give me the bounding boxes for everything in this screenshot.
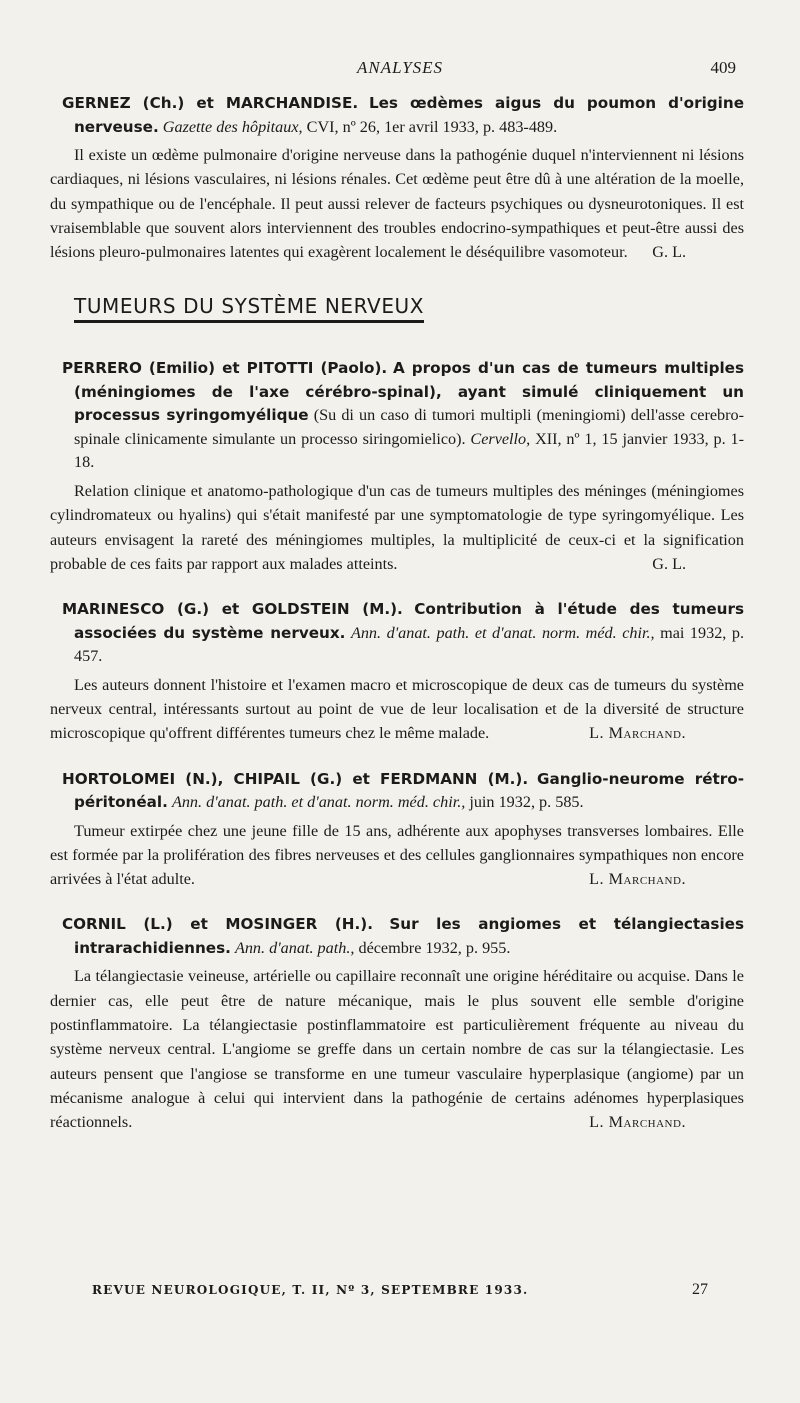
citation [50,92,744,139]
citation-details: juin 1932, p. 585. [469,793,584,812]
abstract-text [50,964,744,1134]
abstract-body: Les auteurs donnent l'histoire et l'examen macro et microscopique de deux cas de tumeurs du système nerveux central, intéressants surtout au point de vue de leur localisation et de la diversité de structure microscopique qu'offrent différentes tumeurs chez le même malade. [50,675,744,743]
page-header [0,58,800,82]
journal-name: Ann. d'anat. path. et d'anat. norm. méd. chir., [171,793,466,812]
signature: G. L. [652,243,686,262]
citation-details: décembre 1932, p. 955. [358,938,511,957]
signature: L. Marchand. [589,724,686,743]
abstract-entry [50,598,744,745]
authors: MARINESCO (G.) et GOLDSTEIN (M.). [62,600,403,619]
abstract-entry [50,913,744,1134]
signature: G. L. [652,554,686,573]
abstract-entry [50,92,744,264]
citation-details: CVI, nº 26, 1er avril 1933, p. 483-489. [306,117,558,136]
citation [50,768,744,815]
authors: HORTOLOMEI (N.), CHIPAIL (G.) et FERDMANN (M.). [62,769,529,788]
authors: PERRERO (Emilio) et PITOTTI (Paolo). [62,359,388,378]
abstract-body: La télangiectasie veineuse, artérielle ou capillaire reconnaît une origine héréditaire ou acquise. Dans le dernier cas, elle peut être de nature mécanique, mais le plus souvent elle semble d'origine postinflammatoire. La télangiectasie postinflammatoire est particulièrement fréquente au niveau du système nerveux central. L'angiome se greffe dans un certain nombre de cas sur la télangiectasie. Les auteurs pensent que l'angiose se transforme en une tumeur vasculaire hyperplasique (angiome) par un mécanisme analogue à celui qui intervient dans la pathogénie de certains adénomes hyperplasiques réactionnels. [50,967,744,1132]
article-title: Contribution à l'étude des tumeurs associées du système nerveux. [74,600,745,642]
footer-journal-info: REVUE NEUROLOGIQUE, T. II, Nº 3, SEPTEMBRE 1933. [92,1283,529,1297]
abstract-body: Il existe un œdème pulmonaire d'origine nerveuse dans la pathogénie duquel n'interviennent ni lésions cardiaques, ni lésions vasculaires, ni lésions rénales. Cet œdème peut être dû à une altération de la moelle, du sympathique ou de l'encéphale. Il peut aussi relever de facteurs psychiques ou dysneurotoniques. Il est vraisemblable que souvent alors interviennent des troubles endocrino-sympathiques et peut-être aussi des lésions pleuro-pulmonaires latentes qui exagèrent localement le déséquilibre vasomoteur. [50,146,744,262]
abstract-text [50,143,744,264]
page-footer [92,1283,708,1305]
page-content [50,92,744,1157]
citation-details: XII, nº 1, 15 janvier 1933, p. 1-18. [74,429,745,472]
journal-name: Ann. d'anat. path. et d'anat. norm. méd. chir., [350,623,655,642]
running-title: ANALYSES [356,58,444,77]
authors: GERNEZ (Ch.) et MARCHANDISE. [62,94,359,112]
abstract-body: Relation clinique et anatomo-pathologique d'un cas de tumeurs multiples des méninges (méningiomes cylindromateux ou hyalins) qui s'était manifesté par une symptomatologie de type syringomyélique. Les auteurs envisagent la rareté des méningiomes multiples, la multiplicité de ceux-ci et la signification probable de ces faits par rapport aux malades atteints. [50,481,744,573]
signature: L. Marchand. [589,870,686,889]
journal-name: Ann. d'anat. path., [234,938,355,957]
article-title: Sur les angiomes et télangiectasies intrarachidiennes. [74,915,744,957]
citation [50,357,744,475]
abstract-body: Tumeur extirpée chez une jeune fille de 15 ans, adhérente aux apophyses transverses lombaires. Elle est formée par la prolifération des fibres nerveuses et des cellules ganglionnaires sympathiques non encore arrivées à l'état adulte. [50,821,744,889]
journal-name: Cervello, [470,429,531,448]
page-number: 409 [710,58,736,77]
journal-name: Gazette des hôpitaux, [162,117,303,136]
citation [50,598,744,669]
section-title: TUMEURS DU SYSTÈME NERVEUX [74,294,424,323]
abstract-entry [50,357,744,576]
abstract-text [50,479,744,576]
abstract-text [50,819,744,892]
article-title: Les œdèmes aigus du poumon d'origine nerveuse. [74,94,744,136]
abstract-text [50,673,744,746]
authors: CORNIL (L.) et MOSINGER (H.). [62,915,373,934]
section-heading [74,294,744,323]
signature-mark: 27 [692,1281,708,1298]
original-title: (Su di un caso di tumori multipli (meningiomi) dell'asse cerebro-spinale clinicamente simulante un processo siringomielico). [74,406,745,448]
citation [50,913,744,960]
citation-details: mai 1932, p. 457. [74,623,744,666]
article-title: A propos d'un cas de tumeurs multiples (méningiomes de l'axe cérébro-spinal), ayant simulé cliniquement un processus syringomyélique [74,359,744,425]
signature: L. Marchand. [589,1113,686,1132]
article-title: Ganglio-neurome rétro-péritonéal. [74,769,745,812]
abstract-entry [50,768,744,892]
